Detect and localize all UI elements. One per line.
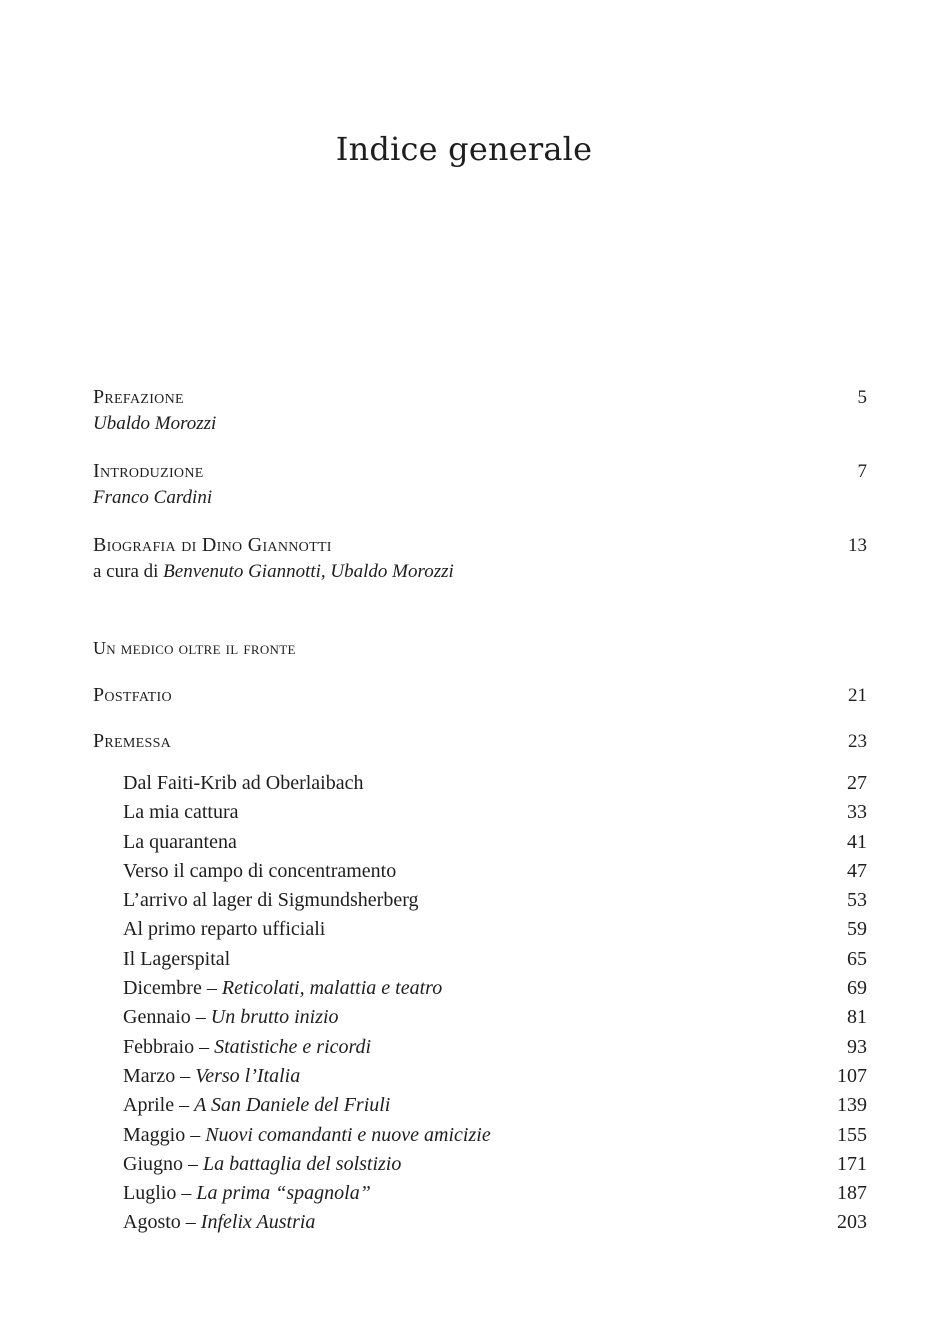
chapter-page-number: 65 <box>847 947 867 970</box>
toc-entry-introduzione[interactable] <box>93 460 867 509</box>
toc-entry-biografia[interactable] <box>93 534 867 583</box>
chapter-title <box>123 772 363 795</box>
chapter-title-main: Dicembre – <box>123 977 222 1000</box>
chapter-title <box>123 1182 371 1205</box>
toc-entry-premessa[interactable] <box>93 730 867 753</box>
chapter-title-main: Al primo reparto ufficiali <box>123 918 326 941</box>
chapter-title-main: Luglio – <box>123 1182 197 1205</box>
chapter-entry[interactable] <box>123 889 867 918</box>
chapter-title <box>123 1153 401 1176</box>
chapter-title-main: Dal Faiti-Krib ad Oberlaibach <box>123 772 364 794</box>
chapter-title-main: Maggio – <box>123 1123 206 1146</box>
chapter-entry[interactable] <box>123 772 867 801</box>
chapter-subtitle: Un brutto inizio <box>210 1006 339 1029</box>
chapter-title-main: La mia cattura <box>123 801 239 824</box>
chapter-subtitle: Nuovi comandanti e nuove amicizie <box>205 1123 491 1146</box>
chapter-subtitle: La prima “spagnola” <box>196 1182 371 1205</box>
chapter-page-number: 155 <box>837 1123 867 1146</box>
chapter-title <box>123 801 239 824</box>
entry-author-names: Benvenuto Giannotti, Ubaldo Morozzi <box>163 561 454 582</box>
chapter-title <box>123 1036 371 1059</box>
entry-author: Franco Cardini <box>93 487 213 508</box>
entry-heading: Postfatio <box>93 684 172 706</box>
chapter-entry[interactable] <box>123 1182 867 1211</box>
entry-author <box>93 561 867 583</box>
chapter-title <box>123 1006 339 1029</box>
chapter-title-main: Marzo – <box>123 1064 196 1087</box>
entry-heading: Introduzione <box>93 460 204 482</box>
chapter-page-number: 53 <box>847 889 867 912</box>
page-title: Indice generale <box>335 130 593 168</box>
entry-heading: Biografia di Dino Giannotti <box>93 534 332 556</box>
chapter-title <box>123 889 419 912</box>
chapter-entry[interactable] <box>123 1153 867 1182</box>
toc-entry-prefazione[interactable] <box>93 386 867 435</box>
chapter-title <box>123 1094 390 1117</box>
chapter-entry[interactable] <box>123 801 867 830</box>
chapter-title-main: L’arrivo al lager di Sigmundsherberg <box>123 889 419 912</box>
entry-author: Ubaldo Morozzi <box>93 413 217 434</box>
chapter-page-number: 107 <box>837 1064 867 1087</box>
chapter-title-main: Agosto – <box>123 1211 201 1234</box>
chapter-page-number: 139 <box>837 1094 867 1117</box>
chapter-subtitle: Reticolati, malattia e teatro <box>221 977 443 1000</box>
entry-author-prefix: a cura di <box>93 561 164 582</box>
chapter-entry[interactable] <box>123 1211 867 1240</box>
chapter-subtitle: La battaglia del solstizio <box>203 1152 402 1175</box>
chapter-subtitle: A San Daniele del Friuli <box>194 1094 391 1117</box>
chapter-entry[interactable] <box>123 1006 867 1035</box>
toc-entry-postfatio[interactable] <box>93 684 867 707</box>
chapter-page-number: 203 <box>837 1211 867 1234</box>
chapter-title <box>123 977 442 1000</box>
entry-page-number: 5 <box>857 387 867 408</box>
chapter-title <box>123 1065 300 1088</box>
chapter-entry[interactable] <box>123 831 867 860</box>
entry-page-number: 13 <box>848 535 867 556</box>
entry-heading: Premessa <box>93 730 172 752</box>
chapter-entry[interactable] <box>123 1065 867 1094</box>
chapter-page-number: 27 <box>847 772 867 794</box>
entry-page-number: 23 <box>848 731 867 752</box>
chapter-title <box>123 831 237 854</box>
chapter-entry[interactable] <box>123 948 867 977</box>
chapter-title <box>123 948 230 971</box>
chapter-entry[interactable] <box>123 1124 867 1153</box>
chapter-list <box>123 772 867 1241</box>
part-title <box>93 638 867 659</box>
chapter-title-main: Verso il campo di concentramento <box>123 859 397 882</box>
chapter-title-main: Gennaio – <box>123 1006 211 1029</box>
chapter-page-number: 93 <box>847 1035 867 1058</box>
chapter-entry[interactable] <box>123 977 867 1006</box>
chapter-page-number: 59 <box>847 918 867 941</box>
chapter-entry[interactable] <box>123 1094 867 1123</box>
chapter-title-main: Aprile – <box>123 1094 195 1117</box>
entry-heading: Prefazione <box>93 386 184 408</box>
chapter-page-number: 187 <box>837 1182 867 1205</box>
chapter-title-main: La quarantena <box>123 830 237 853</box>
chapter-title <box>123 860 396 883</box>
part-title-text: Un medico oltre il fronte <box>93 638 296 658</box>
entry-page-number: 21 <box>848 685 867 706</box>
chapter-entry[interactable] <box>123 1036 867 1065</box>
entry-page-number: 7 <box>857 461 867 482</box>
chapter-page-number: 47 <box>847 859 867 882</box>
chapter-subtitle: Verso l’Italia <box>195 1064 301 1087</box>
chapter-page-number: 171 <box>837 1152 867 1175</box>
chapter-title-main: Il Lagerspital <box>123 947 231 970</box>
chapter-subtitle: Infelix Austria <box>200 1211 316 1234</box>
chapter-page-number: 69 <box>847 977 867 1000</box>
chapter-title <box>123 1124 491 1147</box>
chapter-page-number: 81 <box>847 1006 867 1029</box>
chapter-subtitle: Statistiche e ricordi <box>214 1035 372 1058</box>
chapter-page-number: 33 <box>847 801 867 824</box>
chapter-entry[interactable] <box>123 860 867 889</box>
chapter-title <box>123 918 325 941</box>
chapter-title-main: Febbraio – <box>123 1035 215 1058</box>
chapter-title-main: Giugno – <box>123 1152 203 1175</box>
chapter-title <box>123 1211 315 1234</box>
chapter-page-number: 41 <box>847 830 867 853</box>
chapter-entry[interactable] <box>123 918 867 947</box>
